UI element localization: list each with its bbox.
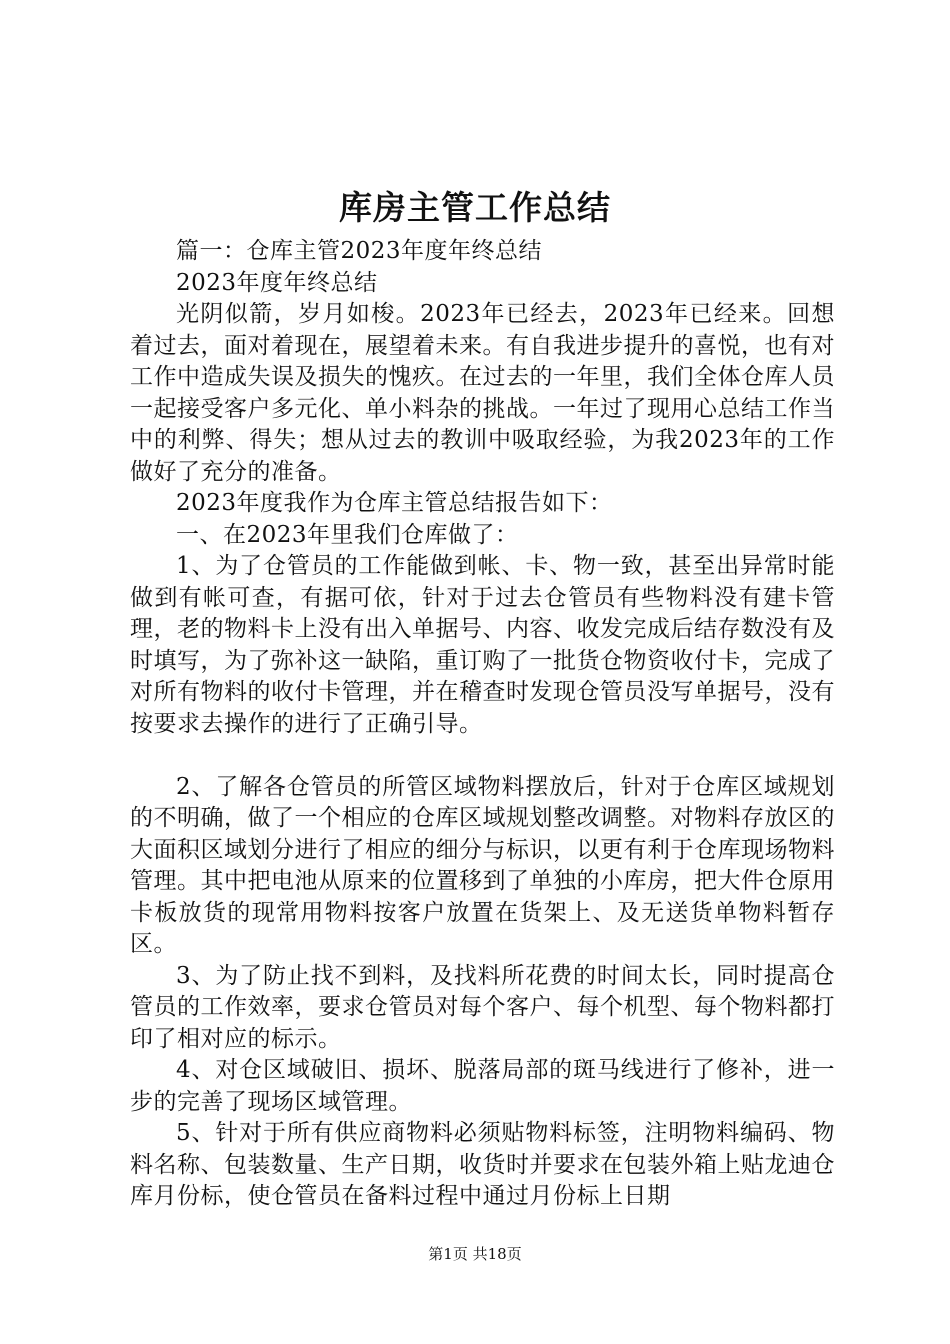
paragraph-item-4: 4、对仓区域破旧、损坏、脱落局部的斑马线进行了修补，进一步的完善了现场区域管理。 bbox=[130, 1057, 835, 1115]
paragraph-intro: 光阴似箭，岁月如梭。2023年已经去，2023年已经来。回想着过去，面对着现在，展望着未来。有自我进步提升的喜悦，也有对工作中造成失误及损失的愧疚。在过去的一年里，我们全体仓库人员一起接受客户多元化、单小料杂的挑战。一年过了现用心总结工作当中的利弊、得失；想从过去的教训中吸取经验，为我2023年的工作做好了充分的准备。 bbox=[130, 301, 835, 485]
document-title: 库房主管工作总结 bbox=[339, 188, 611, 227]
paragraph-report-lead: 2023年度我作为仓库主管总结报告如下： bbox=[176, 490, 613, 516]
paragraph-section-heading: 篇一：仓库主管2023年度年终总结 bbox=[176, 238, 543, 264]
paragraph-subtitle: 2023年度年终总结 bbox=[176, 269, 378, 296]
paragraph-part-one: 一、在2023年里我们仓库做了： bbox=[176, 521, 519, 548]
paragraph-item-3: 3、为了防止找不到料，及找料所花费的时间太长，同时提高仓管员的工作效率，要求仓管员对每个客户、每个机型、每个物料都打印了相对应的标示。 bbox=[130, 962, 835, 1052]
paragraph-item-1: 1、为了仓管员的工作能做到帐、卡、物一致，甚至出异常时能做到有帐可查，有据可依，针对于过去仓管员有些物料没有建卡管理，老的物料卡上没有出入单据号、内容、收发完成后结存数没有及时填写，为了弥补这一缺陷，重订购了一批货仓物资收付卡，完成了对所有物料的收付卡管理，并在稽查时发现仓管员没写单据号，没有按要求去操作的进行了正确引导。 bbox=[130, 553, 835, 737]
page-number: 第1页 共18页 bbox=[428, 1245, 522, 1263]
paragraph-item-5: 5、针对于所有供应商物料必须贴物料标签，注明物料编码、物料名称、包装数量、生产日期，收货时并要求在包装外箱上贴龙迪仓库月份标，使仓管员在备料过程中通过月份标上日期 bbox=[130, 1120, 835, 1209]
document-body bbox=[130, 236, 835, 1213]
paragraph-item-2: 2、了解各仓管员的所管区域物料摆放后，针对于仓库区域规划的不明确，做了一个相应的仓库区域规划整改调整。对物料存放区的大面积区域划分进行了相应的细分与标识，以更有利于仓库现场物料管理。其中把电池从原来的位置移到了单独的小库房，把大件仓原用卡板放货的现常用物料按客户放置在货架上、及无送货单物料暂存区。 bbox=[130, 773, 835, 957]
